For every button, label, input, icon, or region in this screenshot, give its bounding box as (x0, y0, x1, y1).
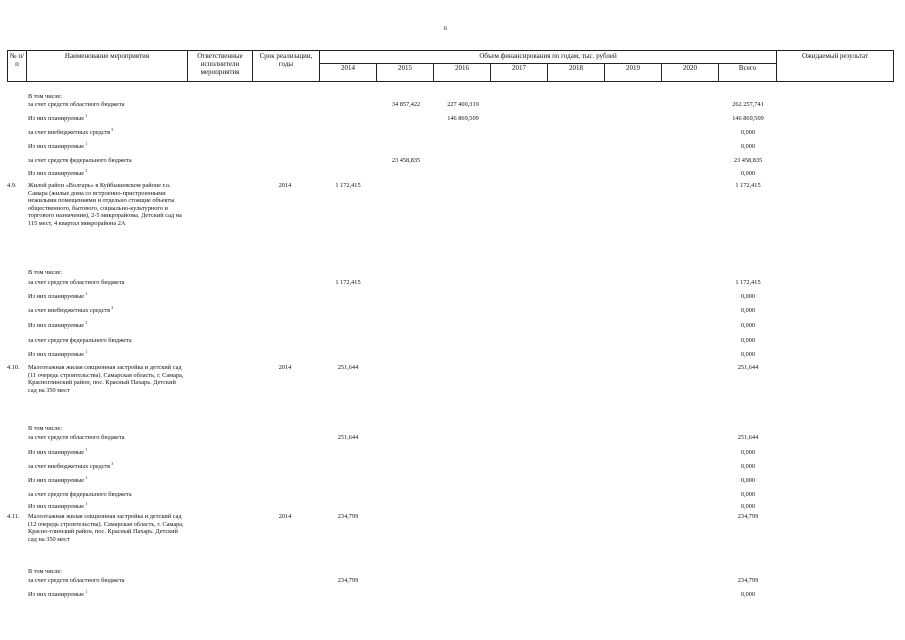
row-name: Из них планируемые $^1$ (28, 319, 88, 329)
row-name: Малоэтажная жилая секционная застройка и детский сад (11 очередь строительства). Самарская область, г. Самара, Красноглинский район, пос. Красный Пахарь. Детский сад на 350 мест (28, 364, 184, 394)
row-number: 4.10. (7, 364, 20, 371)
footnote-marker: 1 (84, 348, 88, 354)
value-total: 0,000 (740, 129, 756, 136)
row-name: В том числе: (28, 269, 63, 276)
footnote-marker: 1 (84, 446, 88, 452)
value-2014: 234,799 (337, 577, 359, 584)
header-year-Всего: Всего (718, 63, 777, 82)
value-total: 0,000 (740, 351, 756, 358)
value-2014: 234,799 (337, 513, 359, 520)
header-name: Наименование мероприятия (26, 50, 188, 82)
footnote-marker: 1 (84, 140, 88, 146)
header-result: Ожидаемый результат (776, 50, 894, 82)
value-2015: 34 857,422 (391, 101, 421, 108)
footnote-marker: 3 (110, 460, 114, 466)
row-name: за счет средств федерального бюджета (28, 157, 132, 164)
value-total: 1 172,415 (735, 182, 761, 189)
row-number: 4.9. (7, 182, 17, 189)
footnote-marker: 3 (110, 304, 114, 310)
row-name: за счет средств областного бюджета (28, 577, 125, 584)
row-name: Жилой район «Волгарь» в Куйбышевском районе г.о. Самара (жилые дома со встроенно-пристроенными нежилыми помещениями и отдельно стоящие объекты общественного, бытового, социально-культурного и торгового назначения), 2-5 микрорайоны. Детский сад на 115 мест, 4 квартал микрорайона 2А (28, 182, 182, 227)
value-total: 234,799 (737, 513, 759, 520)
header-responsible: Ответственные исполнители мероприятия (187, 50, 253, 82)
value-total: 0,000 (740, 591, 756, 598)
row-name: В том числе: (28, 425, 63, 432)
value-total: 234,799 (737, 577, 759, 584)
row-name: В том числе: (28, 568, 63, 575)
header-year-2018: 2018 (547, 63, 605, 82)
value-total: 0,000 (740, 170, 756, 177)
row-name: за счет средств областного бюджета (28, 101, 125, 108)
value-2016: 227 400,319 (447, 101, 479, 108)
header-no: № п/п (7, 50, 27, 82)
header-term: Срок реализации, годы (252, 50, 320, 82)
row-name: Малоэтажная жилая секционная застройка и детский сад (12 очередь строительства). Самарская область, г. Самара, Красно-глинский район, пос. Красный Пахарь. Детский сад на 350 мест (28, 513, 184, 543)
footnote-marker: 1 (84, 112, 88, 118)
value-total: 0,000 (740, 307, 756, 314)
value-total: 262 257,741 (732, 101, 764, 108)
value-2014: 1 172,415 (335, 182, 361, 189)
row-name: за счет внебюджетных средств $^3$ (28, 460, 114, 470)
value-2014: 251,644 (337, 434, 359, 441)
row-term: 2014 (278, 513, 292, 520)
value-total: 0,000 (740, 293, 756, 300)
row-name: Из них планируемые $^1$ (28, 348, 88, 358)
row-name: Из них планируемые $^1$ (28, 140, 88, 150)
row-term: 2014 (278, 364, 292, 371)
footnote-marker: 1 (84, 290, 88, 296)
value-2014: 251,644 (337, 364, 359, 371)
footnote-marker: 1 (84, 167, 88, 173)
row-name: за счет внебюджетных средств $^3$ (28, 304, 114, 314)
header-year-2019: 2019 (604, 63, 662, 82)
value-total: 0,000 (740, 337, 756, 344)
value-total: 251,644 (737, 434, 759, 441)
value-total: 0,000 (740, 503, 756, 510)
row-name: Из них планируемые $^1$ (28, 290, 88, 300)
row-name: Из них планируемые $^1$ (28, 446, 88, 456)
value-total: 0,000 (740, 463, 756, 470)
value-total: 0,000 (740, 491, 756, 498)
row-name: Из них планируемые $^1$ (28, 474, 88, 484)
row-name: за счет внебюджетных средств $^3$ (28, 126, 114, 136)
value-total: 146 869,509 (732, 115, 764, 122)
value-total: 23 458,835 (733, 157, 763, 164)
value-total: 0,000 (740, 449, 756, 456)
value-2015: 23 458,835 (391, 157, 421, 164)
header-year-2017: 2017 (490, 63, 548, 82)
footnote-marker: 3 (110, 126, 114, 132)
value-total: 0,000 (740, 143, 756, 150)
header-year-2014: 2014 (319, 63, 377, 82)
row-name: за счет средств областного бюджета (28, 279, 125, 286)
value-2016: 146 869,509 (447, 115, 479, 122)
header-financing: Объем финансирования по годам, тыс. рублей (319, 50, 777, 64)
row-term: 2014 (278, 182, 292, 189)
footnote-marker: 1 (84, 474, 88, 480)
row-number: 4.11. (7, 513, 20, 520)
row-name: Из них планируемые $^1$ (28, 112, 88, 122)
row-name: В том числе: (28, 93, 63, 100)
row-name: за счет средств федерального бюджета (28, 337, 132, 344)
page-number: 6 (444, 26, 447, 32)
footnote-marker: 1 (84, 588, 88, 594)
header-year-2016: 2016 (433, 63, 491, 82)
value-total: 0,000 (740, 322, 756, 329)
row-name: Из них планируемые $^1$ (28, 167, 88, 177)
header-year-2015: 2015 (376, 63, 434, 82)
footnote-marker: 1 (84, 500, 88, 506)
value-2014: 1 172,415 (335, 279, 361, 286)
footnote-marker: 1 (84, 319, 88, 325)
value-total: 251,644 (737, 364, 759, 371)
row-name: за счет средств областного бюджета (28, 434, 125, 441)
row-name: за счет средств федерального бюджета (28, 491, 132, 498)
value-total: 1 172,415 (735, 279, 761, 286)
header-year-2020: 2020 (661, 63, 719, 82)
row-name: Из них планируемые $^1$ (28, 500, 88, 510)
value-total: 0,000 (740, 477, 756, 484)
row-name: Из них планируемые $^1$ (28, 588, 88, 598)
